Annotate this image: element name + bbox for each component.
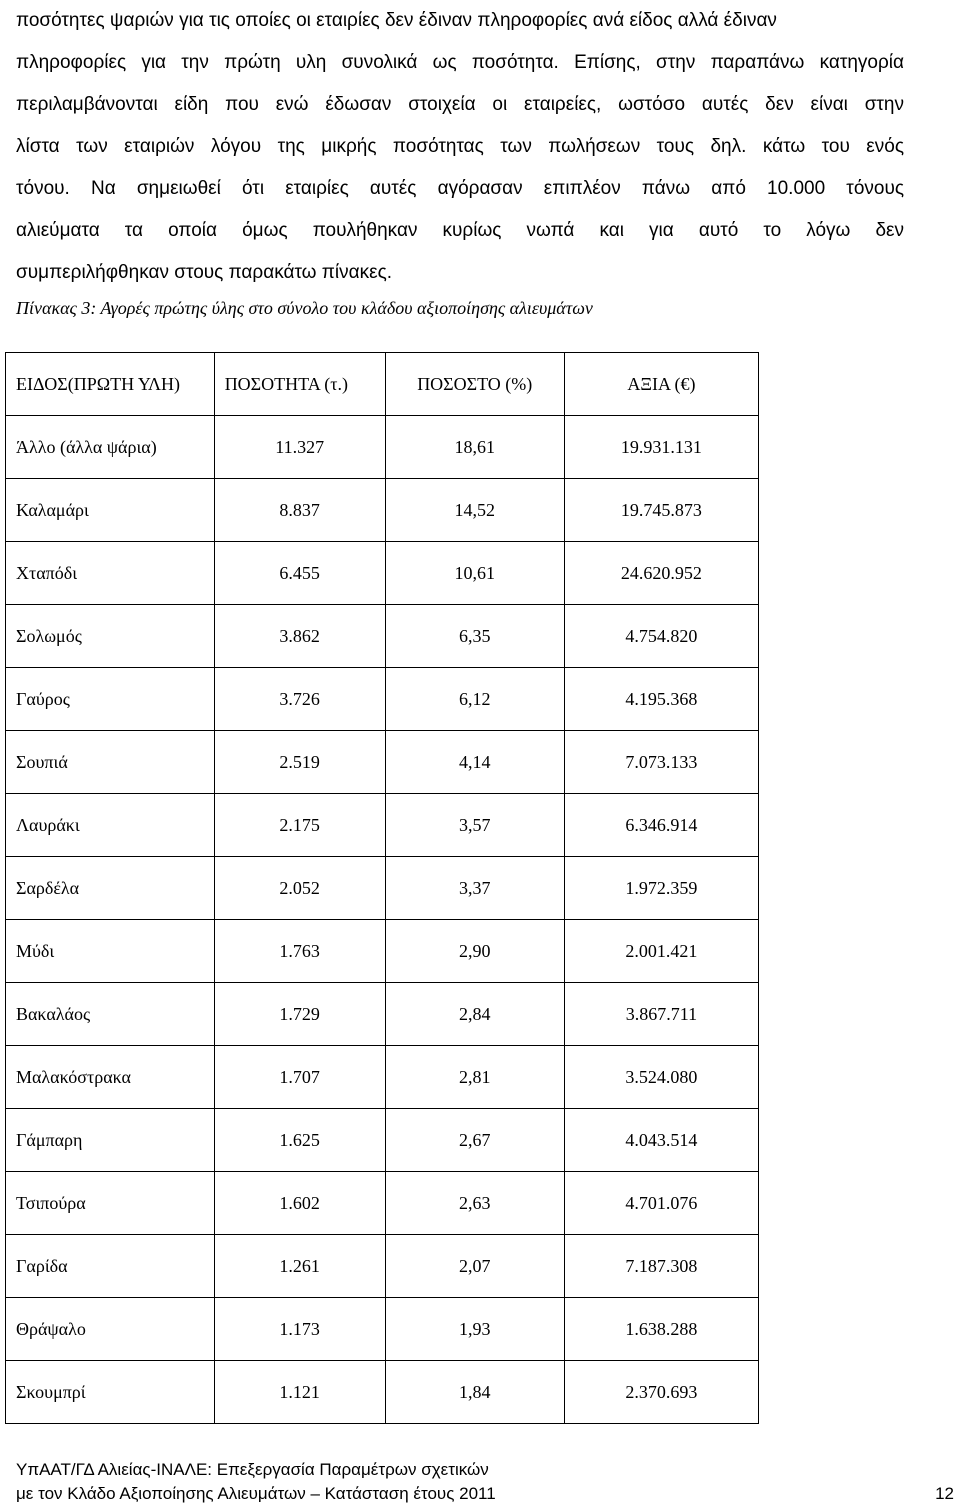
- cell-percentage: 2,67: [385, 1109, 564, 1172]
- cell-quantity: 1.625: [214, 1109, 385, 1172]
- cell-quantity: 1.763: [214, 920, 385, 983]
- cell-percentage: 4,14: [385, 731, 564, 794]
- cell-quantity: 2.175: [214, 794, 385, 857]
- cell-type: Βακαλάος: [6, 983, 215, 1046]
- table-row: [6, 416, 759, 479]
- cell-type: Άλλο (άλλα ψάρια): [6, 416, 215, 479]
- cell-value: 4.043.514: [564, 1109, 758, 1172]
- cell-quantity: 3.726: [214, 668, 385, 731]
- table-caption: Πίνακας 3: Αγορές πρώτης ύλης στο σύνολο του κλάδου αξιοποίησης αλιευμάτων: [16, 298, 593, 318]
- cell-percentage: 10,61: [385, 542, 564, 605]
- cell-value: 7.187.308: [564, 1235, 758, 1298]
- cell-value: 6.346.914: [564, 794, 758, 857]
- cell-quantity: 1.729: [214, 983, 385, 1046]
- table-row: [6, 668, 759, 731]
- cell-type: Θράψαλο: [6, 1298, 215, 1361]
- cell-percentage: 2,81: [385, 1046, 564, 1109]
- cell-quantity: 1.707: [214, 1046, 385, 1109]
- cell-percentage: 3,37: [385, 857, 564, 920]
- cell-value: 1.638.288: [564, 1298, 758, 1361]
- cell-percentage: 6,35: [385, 605, 564, 668]
- table-row: [6, 1298, 759, 1361]
- cell-type: Λαυράκι: [6, 794, 215, 857]
- cell-percentage: 2,84: [385, 983, 564, 1046]
- cell-percentage: 2,07: [385, 1235, 564, 1298]
- cell-type: Σουπιά: [6, 731, 215, 794]
- cell-value: 3.524.080: [564, 1046, 758, 1109]
- table-row: [6, 1109, 759, 1172]
- cell-value: 19.745.873: [564, 479, 758, 542]
- cell-percentage: 2,90: [385, 920, 564, 983]
- raw-material-table: [5, 352, 759, 1424]
- page-number: 12: [935, 1484, 954, 1503]
- cell-quantity: 2.052: [214, 857, 385, 920]
- footer-line-1: ΥπΑΑΤ/ΓΔ Αλιείας-ΙΝΑΛΕ: Επεξεργασία Παραμέτρων σχετικών: [16, 1460, 489, 1479]
- paragraph-line: συμπεριλήφθηκαν στους παρακάτω πίνακες.: [16, 262, 393, 283]
- table-row: [6, 1361, 759, 1424]
- header-value: ΑΞΙΑ (€): [564, 353, 758, 416]
- table-row: [6, 794, 759, 857]
- cell-value: 4.195.368: [564, 668, 758, 731]
- table-row: [6, 920, 759, 983]
- cell-value: 2.001.421: [564, 920, 758, 983]
- cell-quantity: 8.837: [214, 479, 385, 542]
- cell-value: 2.370.693: [564, 1361, 758, 1424]
- cell-type: Γαύρος: [6, 668, 215, 731]
- paragraph-line: ποσότητες ψαριών για τις οποίες οι εταιρίες δεν έδιναν πληροφορίες ανά είδος αλλά έδιναν: [16, 10, 777, 31]
- table-row: [6, 1172, 759, 1235]
- table-row: [6, 479, 759, 542]
- cell-value: 1.972.359: [564, 857, 758, 920]
- cell-percentage: 18,61: [385, 416, 564, 479]
- cell-quantity: 1.173: [214, 1298, 385, 1361]
- table-header-row: [6, 353, 759, 416]
- cell-type: Τσιπούρα: [6, 1172, 215, 1235]
- page-footer: [16, 1458, 960, 1506]
- header-quantity: ΠΟΣΟΤΗΤΑ (τ.): [214, 353, 385, 416]
- cell-percentage: 3,57: [385, 794, 564, 857]
- paragraph-line: πληροφορίες για την πρώτη υλη συνολικά ως ποσότητα. Επίσης, στην παραπάνω κατηγορία: [16, 52, 904, 73]
- table-row: [6, 983, 759, 1046]
- cell-quantity: 1.121: [214, 1361, 385, 1424]
- paragraph-line: τόνου. Να σημειωθεί ότι εταιρίες αυτές αγόρασαν επιπλέον πάνω από 10.000 τόνους: [16, 178, 904, 199]
- table-row: [6, 1235, 759, 1298]
- cell-value: 4.754.820: [564, 605, 758, 668]
- cell-type: Χταπόδι: [6, 542, 215, 605]
- cell-type: Γάμπαρη: [6, 1109, 215, 1172]
- cell-type: Σολωμός: [6, 605, 215, 668]
- paragraph-line: αλιεύματα τα οποία όμως πουλήθηκαν κυρίως νωπά και για αυτό το λόγω δεν: [16, 220, 904, 241]
- table-row: [6, 1046, 759, 1109]
- table-row: [6, 857, 759, 920]
- cell-type: Καλαμάρι: [6, 479, 215, 542]
- cell-type: Σαρδέλα: [6, 857, 215, 920]
- paragraph-line: περιλαμβάνονται είδη που ενώ έδωσαν στοιχεία οι εταιρείες, ωστόσο αυτές δεν είναι στην: [16, 94, 904, 115]
- footer-line-2: με τον Κλάδο Αξιοποίησης Αλιευμάτων – Κατάσταση έτους 2011: [16, 1484, 496, 1503]
- table-body: [6, 416, 759, 1424]
- cell-quantity: 6.455: [214, 542, 385, 605]
- cell-type: Μαλακόστρακα: [6, 1046, 215, 1109]
- cell-value: 19.931.131: [564, 416, 758, 479]
- paragraph-line: λίστα των εταιριών λόγου της μικρής ποσότητας των πωλήσεων τους δηλ. κάτω του ενός: [16, 136, 904, 157]
- cell-percentage: 1,84: [385, 1361, 564, 1424]
- cell-percentage: 1,93: [385, 1298, 564, 1361]
- table-row: [6, 542, 759, 605]
- cell-type: Μύδι: [6, 920, 215, 983]
- cell-quantity: 1.261: [214, 1235, 385, 1298]
- cell-quantity: 1.602: [214, 1172, 385, 1235]
- cell-value: 24.620.952: [564, 542, 758, 605]
- table-row: [6, 731, 759, 794]
- cell-percentage: 14,52: [385, 479, 564, 542]
- cell-quantity: 3.862: [214, 605, 385, 668]
- header-percentage: ΠΟΣΟΣΤΟ (%): [385, 353, 564, 416]
- cell-value: 4.701.076: [564, 1172, 758, 1235]
- cell-type: Γαρίδα: [6, 1235, 215, 1298]
- table-row: [6, 605, 759, 668]
- cell-quantity: 2.519: [214, 731, 385, 794]
- cell-percentage: 6,12: [385, 668, 564, 731]
- cell-quantity: 11.327: [214, 416, 385, 479]
- cell-percentage: 2,63: [385, 1172, 564, 1235]
- cell-value: 7.073.133: [564, 731, 758, 794]
- cell-type: Σκουμπρί: [6, 1361, 215, 1424]
- cell-value: 3.867.711: [564, 983, 758, 1046]
- header-type: ΕΙΔΟΣ(ΠΡΩΤΗ ΥΛΗ): [6, 353, 215, 416]
- body-paragraph: [16, 0, 904, 294]
